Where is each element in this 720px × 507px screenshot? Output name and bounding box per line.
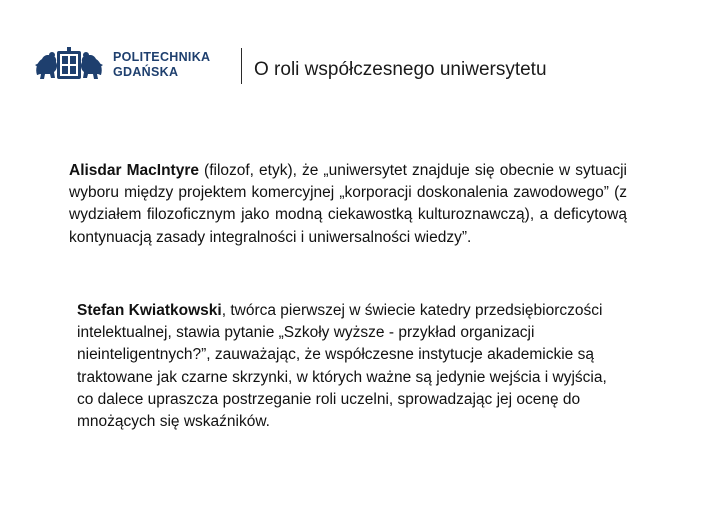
slide-title: O roli współczesnego uniwersytetu: [254, 59, 547, 80]
slide-header: [0, 0, 720, 110]
logo-line-2: GDAŃSKA: [113, 65, 179, 79]
university-logo: [33, 45, 223, 85]
author-name: Alisdar MacIntyre: [69, 162, 199, 179]
crest-emblem-icon: [33, 45, 105, 85]
paragraph-macintyre: [69, 160, 627, 249]
logo-wordmark: [113, 50, 210, 80]
paragraph-text: , twórca pierwszej w świecie katedry przedsiębiorczości intelektualnej, stawia pytanie „Szkoły wyższe - przykład organizacji nieinteligentnych?”, zauważając, że współczesne instytucje akademickie są traktowane jak czarne skrzynki, w których ważne są jedynie wejścia i wyjścia, co dalece upraszcza postrzeganie roli uczelni, sprowadzając jej ocenę do mnożących się wskaźników.: [77, 302, 607, 431]
logo-line-1: POLITECHNIKA: [113, 50, 211, 64]
author-name: Stefan Kwiatkowski: [77, 302, 222, 319]
paragraph-text: (filozof, etyk), że „uniwersytet znajduje się obecnie w sytuacji wyboru między projektem komercyjnej „korporacji doskonalenia zawodowego” (z wydziałem filozoficznym jako modną ciekawostką kulturoznawczą), a deficytową kontynuacją zasady integralności i uniwersalności wiedzy”.: [69, 162, 627, 246]
header-divider: [241, 48, 242, 84]
paragraph-kwiatkowski: [77, 300, 617, 433]
